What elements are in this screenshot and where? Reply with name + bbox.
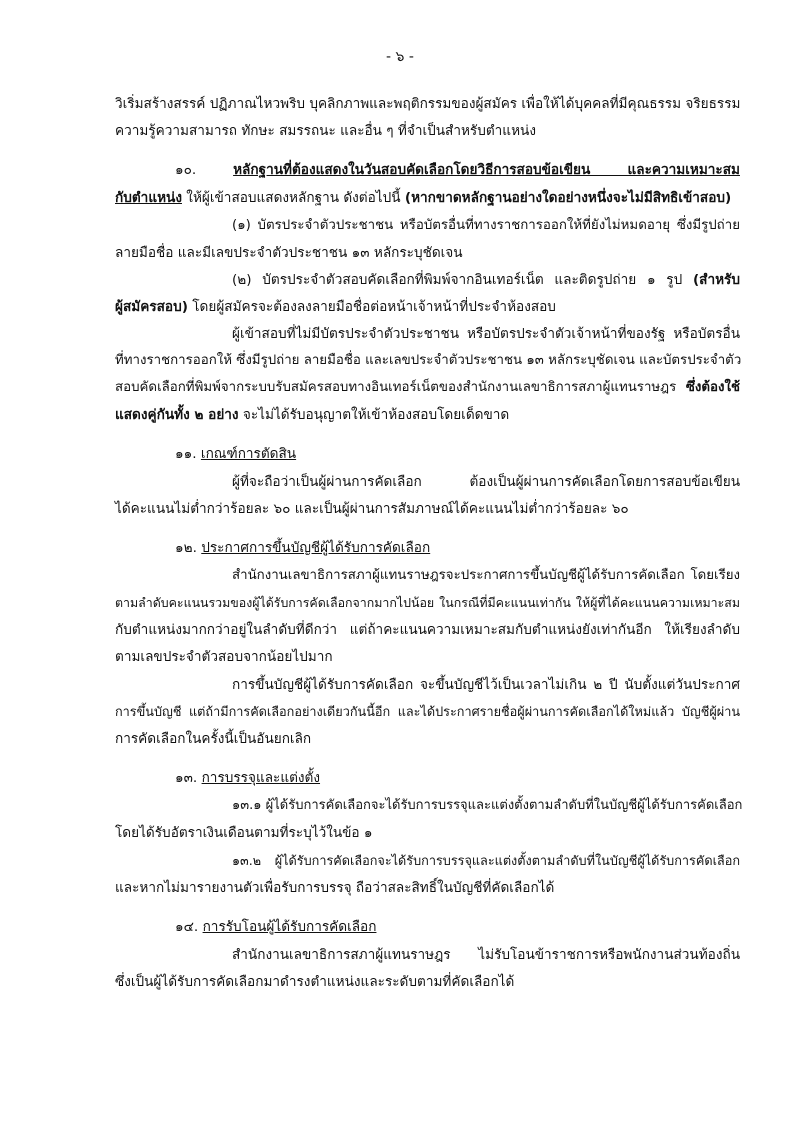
- section-13-title: การบรรจุและแต่งตั้ง: [201, 770, 321, 786]
- section-10-item-2-text-2: โดยผู้สมัครจะต้องลงลายมือชื่อต่อหน้าเจ้าหน้าที่ประจำห้องสอบ: [187, 299, 556, 315]
- section-12-p2-line-1: การขึ้นบัญชีผู้ได้รับการคัดเลือก จะขึ้นบัญชีไว้เป็นเวลาไม่เกิน ๒ ปี นับตั้งแต่วันประกาศ: [232, 677, 740, 693]
- section-12-number: ๑๒.: [175, 540, 197, 556]
- section-10-item-2-bold-2: ผู้สมัครสอบ): [115, 299, 188, 315]
- section-10-paragraph-line-2: ที่ทางราชการออกให้ ซึ่งมีรูปถ่าย ลายมือชื่อ และเลขประจำตัวประชาชน ๑๓ หลักระบุชัดเจน และบัตรประจำตัว: [115, 353, 742, 368]
- section-10-heading-line-2: [115, 188, 740, 208]
- section-11-heading: [175, 444, 296, 464]
- section-14-line-2: ซึ่งเป็นผู้ได้รับการคัดเลือกมาดำรงตำแหน่งและระดับตามที่คัดเลือกได้: [115, 974, 515, 990]
- section-12-p1-line-1: สำนักงานเลขาธิการสภาผู้แทนราษฎรจะประกาศการขึ้นบัญชีผู้ได้รับการคัดเลือก โดยเรียง: [232, 568, 740, 583]
- section-13-heading: [175, 768, 320, 788]
- section-11-number: ๑๑.: [175, 446, 197, 462]
- section-11-line-1: ผู้ที่จะถือว่าเป็นผู้ผ่านการคัดเลือก ต้องเป็นผู้ผ่านการคัดเลือกโดยการสอบข้อเขียน: [232, 474, 740, 490]
- section-14-heading: [175, 917, 376, 937]
- section-12-heading: [175, 538, 430, 558]
- section-10-paragraph-line-1: ผู้เข้าสอบที่ไม่มีบัตรประจำตัวประชาชน หรือบัตรประจำตัวเจ้าหน้าที่ของรัฐ หรือบัตรอื่น: [232, 326, 740, 342]
- section-13-number: ๑๓.: [175, 770, 198, 786]
- section-11-line-2: ได้คะแนนไม่ต่ำกว่าร้อยละ ๖๐ และเป็นผู้ผ่านการสัมภาษณ์ได้คะแนนไม่ต่ำกว่าร้อยละ ๖๐: [115, 501, 629, 517]
- section-10-number: ๑๐.: [175, 162, 197, 178]
- section-13-item-2-line-1: ๑๓.๒ ผู้ได้รับการคัดเลือกจะได้รับการบรรจุและแต่งตั้งตามลำดับที่ในบัญชีผู้ได้รับการคัดเลือก: [232, 853, 740, 868]
- section-10-heading: [175, 160, 740, 180]
- section-12-p1-line-3: กับตำแหน่งมากกว่าอยู่ในลำดับที่ดีกว่า แต่ถ้าคะแนนความเหมาะสมกับตำแหน่งยังเท่ากันอีก ให้เรียงลำดับ: [115, 622, 740, 638]
- section-12-p2-line-2: การขึ้นบัญชี แต่ถ้ามีการคัดเลือกอย่างเดียวกันนี้อีก และได้ประกาศรายชื่อผู้ผ่านการคัดเลือกได้ใหม่แล้ว บัญชีผู้ผ่าน: [115, 704, 740, 719]
- section-14-title: การรับโอนผู้ได้รับการคัดเลือก: [202, 919, 377, 935]
- section-13-item-2-line-2: และหากไม่มารายงานตัวเพื่อรับการบรรจุ ถือว่าสละสิทธิ์ในบัญชีที่คัดเลือกได้: [115, 880, 555, 896]
- section-10-item-1-line-1: (๑) บัตรประจำตัวประชาชน หรือบัตรอื่นที่ทางราชการออกให้ที่ยังไม่หมดอายุ ซึ่งมีรูปถ่าย: [232, 218, 740, 233]
- section-10-paragraph-text-2: จะไม่ได้รับอนุญาตให้เข้าห้องสอบโดยเด็ดขาด: [238, 407, 510, 423]
- section-12-p1-line-2: ตามลำดับคะแนนรวมของผู้ได้รับการคัดเลือกจากมากไปน้อย ในกรณีที่มีคะแนนเท่ากัน ให้ผู้ที่ได้คะแนนความเหมาะสม: [115, 595, 740, 610]
- section-12-title: ประกาศการขึ้นบัญชีผู้ได้รับการคัดเลือก: [201, 540, 431, 556]
- section-10-warning: (หากขาดหลักฐานอย่างใดอย่างหนึ่งจะไม่มีสิทธิเข้าสอบ): [404, 190, 732, 206]
- page-number: - ๖ -: [386, 49, 414, 65]
- section-10-title-a: หลักฐานที่ต้องแสดงในวันสอบคัดเลือกโดยวิธีการสอบข้อเขียน และความเหมาะสม: [233, 162, 740, 178]
- section-14-line-1: สำนักงานเลขาธิการสภาผู้แทนราษฎร ไม่รับโอนข้าราชการหรือพนักงานส่วนท้องถิ่น: [232, 947, 740, 963]
- intro-line-2: ความรู้ความสามารถ ทักษะ สมรรถนะ และอื่น ๆ ที่จำเป็นสำหรับตำแหน่ง: [115, 123, 536, 139]
- section-14-number: ๑๔.: [175, 919, 199, 935]
- section-11-title: เกณฑ์การตัดสิน: [200, 446, 297, 462]
- section-10-title-b: กับตำแหน่ง: [115, 190, 182, 206]
- section-10-paragraph-bold: ซึ่งต้องใช้: [685, 380, 740, 395]
- section-10-paragraph-line-4: [115, 405, 740, 425]
- section-12-p1-line-4: ตามเลขประจำตัวสอบจากน้อยไปมาก: [115, 649, 333, 665]
- section-10-paragraph-line-3: [115, 378, 740, 398]
- section-10-paragraph-text: สอบคัดเลือกที่พิมพ์จากระบบรับสมัครสอบทางอินเทอร์เน็ตของสำนักงานเลขาธิการสภาผู้แทนราษฎร: [115, 380, 686, 395]
- section-10-item-2-bold: (สำหรับ: [692, 272, 740, 288]
- section-10-item-1-line-2: ลายมือชื่อ และมีเลขประจำตัวประชาชน ๑๓ หลักระบุชัดเจน: [115, 245, 463, 261]
- section-13-item-1-line-2: โดยได้รับอัตราเงินเดือนตามที่ระบุไว้ในข้อ ๑: [115, 825, 373, 841]
- section-10-item-2-line-1: [232, 270, 740, 290]
- section-10-item-2-text: (๒) บัตรประจำตัวสอบคัดเลือกที่พิมพ์จากอินเทอร์เน็ต และติดรูปถ่าย ๑ รูป: [232, 272, 693, 288]
- intro-line-1: วิเริ่มสร้างสรรค์ ปฏิภาณไหวพริบ บุคลิกภาพและพฤติกรรมของผู้สมัคร เพื่อให้ได้บุคคลที่มีคุณธรรม จริยธรรม: [115, 96, 741, 112]
- section-13-item-1-line-1: ๑๓.๑ ผู้ได้รับการคัดเลือกจะได้รับการบรรจุและแต่งตั้งตามลำดับที่ในบัญชีผู้ได้รับการคัดเลือก: [232, 798, 743, 813]
- section-10-paragraph-bold-2: แสดงคู่กันทั้ง ๒ อย่าง: [115, 407, 239, 423]
- section-10-item-2-line-2: [115, 297, 740, 317]
- section-10-heading-tail: ให้ผู้เข้าสอบแสดงหลักฐาน ดังต่อไปนี้: [181, 190, 405, 206]
- section-12-p2-line-3: การคัดเลือกในครั้งนี้เป็นอันยกเลิก: [115, 731, 312, 747]
